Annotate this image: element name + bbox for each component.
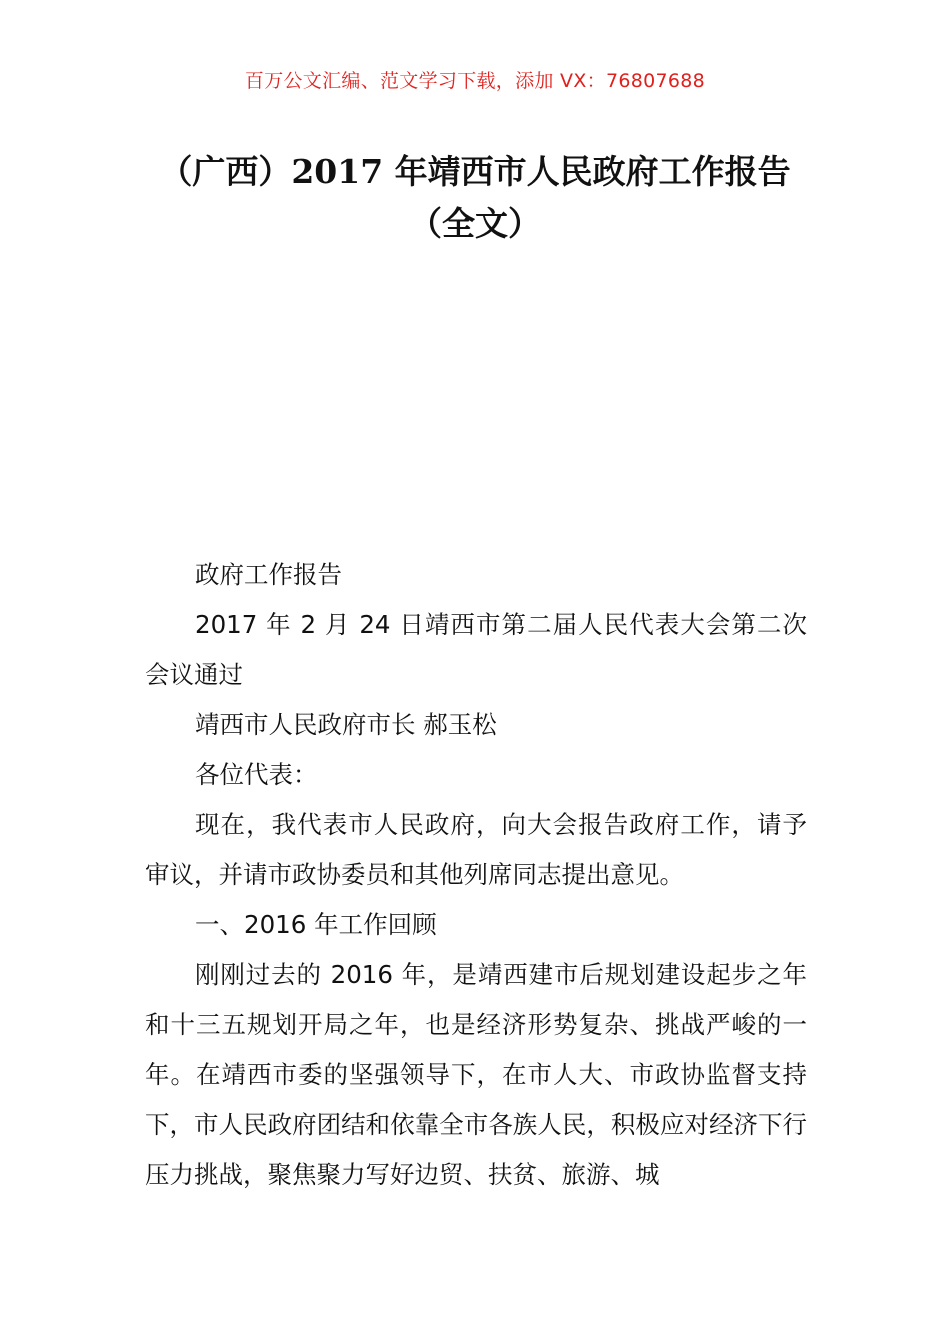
section-heading-review: 一、2016 年工作回顾 xyxy=(195,910,437,939)
report-heading: 政府工作报告 xyxy=(195,560,342,589)
salutation: 各位代表： xyxy=(195,760,318,789)
document-title-line-1: （广西）2017 年靖西市人民政府工作报告 xyxy=(159,152,791,191)
document-body xyxy=(145,550,807,1200)
document-title-line-2: （全文） xyxy=(409,204,541,243)
opening-paragraph: 现在，我代表市人民政府，向大会报告政府工作，请予审议，并请市政协委员和其他列席同志提出意见。 xyxy=(145,810,807,889)
adoption-date-line: 2017 年 2 月 24 日靖西市第二届人民代表大会第二次会议通过 xyxy=(145,610,807,689)
review-paragraph: 刚刚过去的 2016 年，是靖西建市后规划建设起步之年和十三五规划开局之年，也是经济形势复杂、挑战严峻的一年。在靖西市委的坚强领导下，在市人大、市政协监督支持下，市人民政府团结和依靠全市各族人民，积极应对经济下行压力挑战，聚焦聚力写好边贸、扶贫、旅游、城 xyxy=(145,960,807,1189)
document-title xyxy=(120,146,830,250)
header-watermark-note: 百万公文汇编、范文学习下载，添加 VX：76807688 xyxy=(244,70,706,92)
author-line: 靖西市人民政府市长 郝玉松 xyxy=(195,710,497,739)
